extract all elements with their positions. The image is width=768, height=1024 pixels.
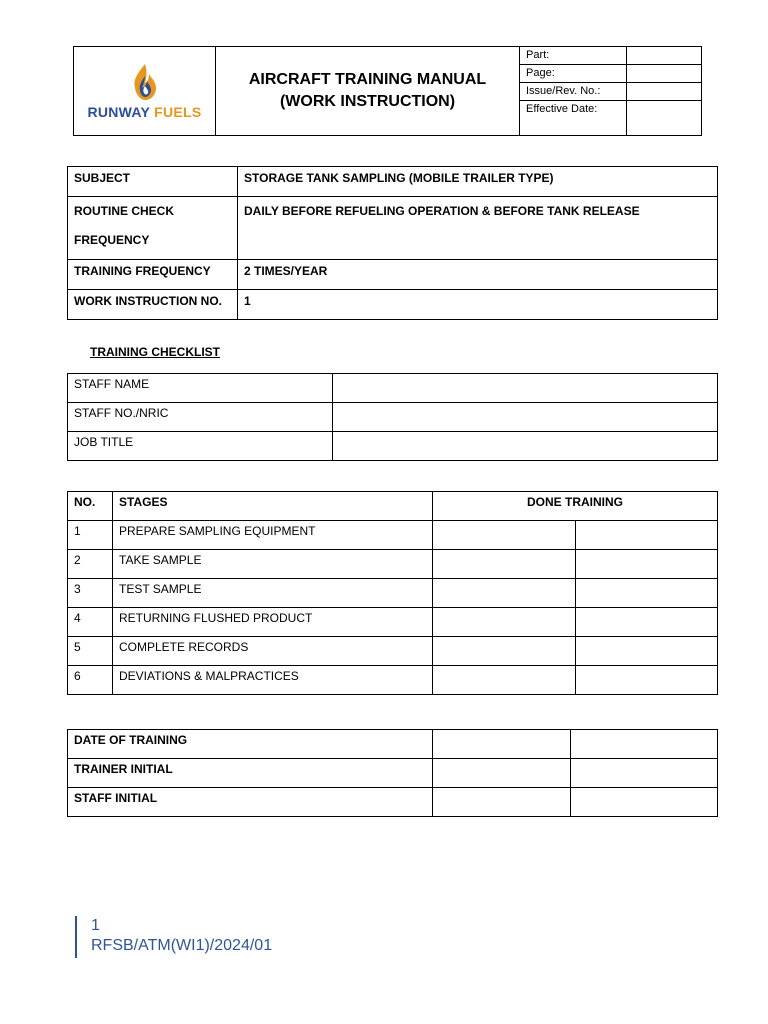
logo-cell — [74, 47, 216, 136]
done-training-cell-1[interactable] — [433, 521, 576, 550]
document-code: RFSB/ATM(WI1)/2024/01 — [91, 937, 273, 954]
stage-name: COMPLETE RECORDS — [113, 637, 433, 666]
done-training-cell-1[interactable] — [433, 637, 576, 666]
routine-check-label-line2: FREQUENCY — [74, 233, 150, 247]
trainer-initial-label: TRAINER INITIAL — [68, 759, 433, 788]
flame-icon — [127, 62, 163, 102]
job-title-label: JOB TITLE — [68, 432, 333, 461]
work-instruction-no-label: WORK INSTRUCTION NO. — [68, 290, 238, 320]
table-row — [68, 666, 718, 695]
date-of-training-label: DATE OF TRAINING — [68, 730, 433, 759]
date-of-training-field-2[interactable] — [571, 730, 718, 759]
field-value-page[interactable] — [627, 65, 702, 83]
logo-text-runway: RUNWAY — [87, 104, 150, 120]
stage-name: TEST SAMPLE — [113, 579, 433, 608]
staff-initial-field-1[interactable] — [433, 788, 571, 817]
field-label-page: Page: — [520, 65, 627, 83]
done-training-cell-2[interactable] — [575, 550, 718, 579]
col-header-no: NO. — [68, 492, 113, 521]
field-value-issue-rev[interactable] — [627, 83, 702, 101]
done-training-cell-2[interactable] — [575, 666, 718, 695]
trainer-initial-field-1[interactable] — [433, 759, 571, 788]
manual-title — [216, 47, 520, 136]
col-header-stages: STAGES — [113, 492, 433, 521]
stage-no: 6 — [68, 666, 113, 695]
done-training-cell-1[interactable] — [433, 579, 576, 608]
trainer-initial-field-2[interactable] — [571, 759, 718, 788]
done-training-cell-2[interactable] — [575, 637, 718, 666]
page-footer — [75, 916, 272, 958]
training-frequency-label: TRAINING FREQUENCY — [68, 260, 238, 290]
staff-initial-field-2[interactable] — [571, 788, 718, 817]
stage-name: TAKE SAMPLE — [113, 550, 433, 579]
routine-check-label — [68, 197, 238, 260]
stage-no: 1 — [68, 521, 113, 550]
work-instruction-no-value: 1 — [238, 290, 718, 320]
signoff-table — [67, 729, 718, 817]
page-number: 1 — [91, 917, 100, 934]
staff-no-label: STAFF NO./NRIC — [68, 403, 333, 432]
stage-name: RETURNING FLUSHED PRODUCT — [113, 608, 433, 637]
manual-title-line2: (WORK INSTRUCTION) — [279, 93, 456, 110]
done-training-cell-2[interactable] — [575, 521, 718, 550]
manual-title-line1: AIRCRAFT TRAINING MANUAL — [248, 71, 487, 88]
table-row — [68, 579, 718, 608]
table-row — [68, 521, 718, 550]
company-logo — [74, 62, 215, 120]
table-row — [68, 550, 718, 579]
table-row — [68, 637, 718, 666]
table-row — [68, 608, 718, 637]
job-title-field[interactable] — [333, 432, 718, 461]
field-label-effective-date: Effective Date: — [520, 101, 627, 136]
training-checklist-title: TRAINING CHECKLIST — [90, 345, 220, 359]
field-label-issue-rev: Issue/Rev. No.: — [520, 83, 627, 101]
document-header — [73, 46, 702, 136]
staff-table — [67, 373, 718, 461]
stage-name: PREPARE SAMPLING EQUIPMENT — [113, 521, 433, 550]
date-of-training-field-1[interactable] — [433, 730, 571, 759]
done-training-cell-1[interactable] — [433, 666, 576, 695]
routine-check-label-line1: ROUTINE CHECK — [74, 204, 175, 218]
done-training-cell-1[interactable] — [433, 608, 576, 637]
stage-no: 4 — [68, 608, 113, 637]
done-training-cell-1[interactable] — [433, 550, 576, 579]
staff-no-field[interactable] — [333, 403, 718, 432]
training-frequency-value: 2 TIMES/YEAR — [238, 260, 718, 290]
stage-no: 5 — [68, 637, 113, 666]
staff-name-label: STAFF NAME — [68, 374, 333, 403]
stage-no: 2 — [68, 550, 113, 579]
stage-name: DEVIATIONS & MALPRACTICES — [113, 666, 433, 695]
done-training-cell-2[interactable] — [575, 608, 718, 637]
field-label-part: Part: — [520, 47, 627, 65]
staff-name-field[interactable] — [333, 374, 718, 403]
stages-table — [67, 491, 718, 695]
staff-initial-label: STAFF INITIAL — [68, 788, 433, 817]
field-value-effective-date[interactable] — [627, 101, 702, 136]
logo-text-fuels: FUELS — [154, 104, 202, 120]
stage-no: 3 — [68, 579, 113, 608]
col-header-done-training: DONE TRAINING — [433, 492, 718, 521]
routine-check-value — [238, 197, 718, 260]
subject-label: SUBJECT — [68, 167, 238, 197]
field-value-part[interactable] — [627, 47, 702, 65]
done-training-cell-2[interactable] — [575, 579, 718, 608]
subject-value: STORAGE TANK SAMPLING (MOBILE TRAILER TYPE) — [238, 167, 718, 197]
subject-table — [67, 166, 718, 320]
routine-check-value-text: DAILY BEFORE REFUELING OPERATION & BEFORE TANK RELEASE — [244, 204, 640, 218]
